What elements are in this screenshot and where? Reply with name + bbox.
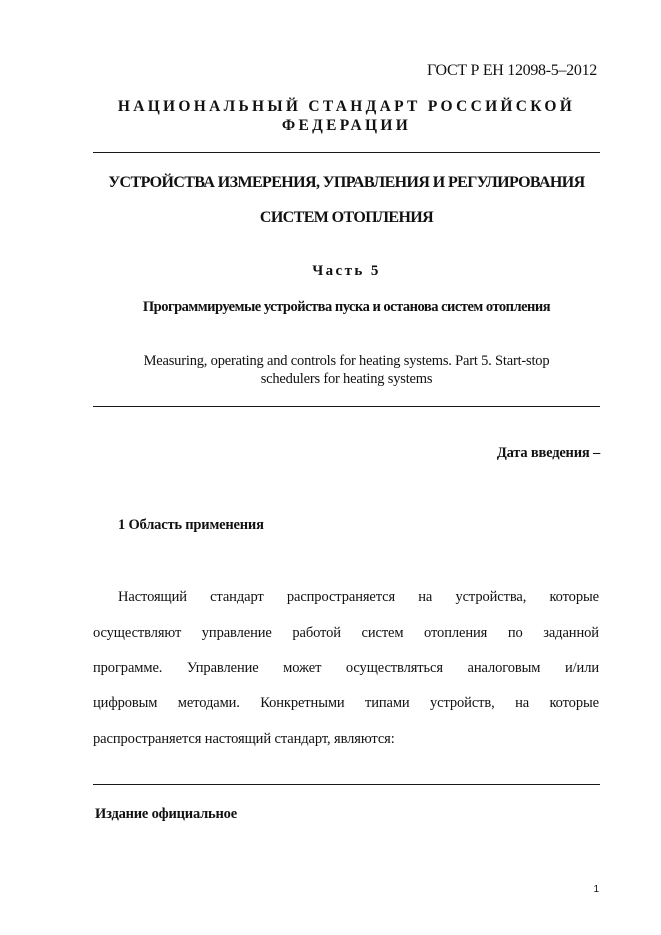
word: на (515, 695, 530, 711)
word: заданной (543, 625, 599, 641)
paragraph-line-2 (93, 625, 599, 642)
word: может (283, 660, 322, 676)
gost-number: ГОСТ Р ЕН 12098-5–2012 (426, 62, 597, 79)
word: по (507, 625, 523, 641)
word: которые (549, 589, 599, 605)
word: отопления (424, 625, 488, 641)
word: распространяется настоящий стандарт, являются: (93, 731, 395, 747)
paragraph-line-5 (93, 731, 599, 748)
english-title (110, 352, 583, 388)
word: работой (292, 625, 341, 641)
word: Настоящий (118, 589, 187, 605)
word: аналоговым (467, 660, 541, 676)
footer-divider (93, 784, 600, 785)
word: систем (361, 625, 404, 641)
top-divider (93, 152, 600, 153)
word: распространяется (286, 589, 396, 605)
introduction-date: Дата введения – (496, 445, 600, 461)
english-title-line-1: Measuring, operating and controls for heating systems. Part 5. Start-stop (143, 353, 550, 369)
english-title-line-2: schedulers for heating systems (260, 371, 433, 387)
page-number: 1 (593, 884, 599, 895)
word: которые (549, 695, 599, 711)
word: типами (364, 695, 410, 711)
word: осуществляют (93, 625, 182, 641)
national-standard-heading (93, 97, 600, 135)
document-subtitle: Программируемые устройства пуска и останова систем отопления (142, 299, 551, 315)
word: устройств, (429, 695, 495, 711)
word: стандарт (210, 589, 264, 605)
word: Управление (186, 660, 259, 676)
word: цифровым (93, 695, 158, 711)
word: методами. (177, 695, 240, 711)
word: Конкретными (260, 695, 345, 711)
word: осуществляться (345, 660, 443, 676)
title-divider (93, 406, 600, 407)
part-label: Часть 5 (312, 263, 381, 279)
word: программе. (93, 660, 163, 676)
national-standard-line-2: ФЕДЕРАЦИИ (281, 117, 412, 134)
word: устройства, (455, 589, 527, 605)
paragraph-line-4 (93, 695, 599, 712)
document-title-line-2: СИСТЕМ ОТОПЛЕНИЯ (259, 209, 434, 226)
word: управление (201, 625, 272, 641)
word: и/или (564, 660, 599, 676)
paragraph-line-3 (93, 660, 599, 677)
national-standard-line-1: НАЦИОНАЛЬНЫЙ СТАНДАРТ РОССИЙСКОЙ (117, 98, 576, 115)
document-title-line-1: УСТРОЙСТВА ИЗМЕРЕНИЯ, УПРАВЛЕНИЯ И РЕГУЛИРОВАНИЯ (108, 174, 585, 191)
official-edition-label: Издание официальное (95, 806, 237, 822)
section-heading: 1 Область применения (118, 517, 264, 533)
paragraph-line-1 (118, 589, 599, 606)
word: на (418, 589, 433, 605)
